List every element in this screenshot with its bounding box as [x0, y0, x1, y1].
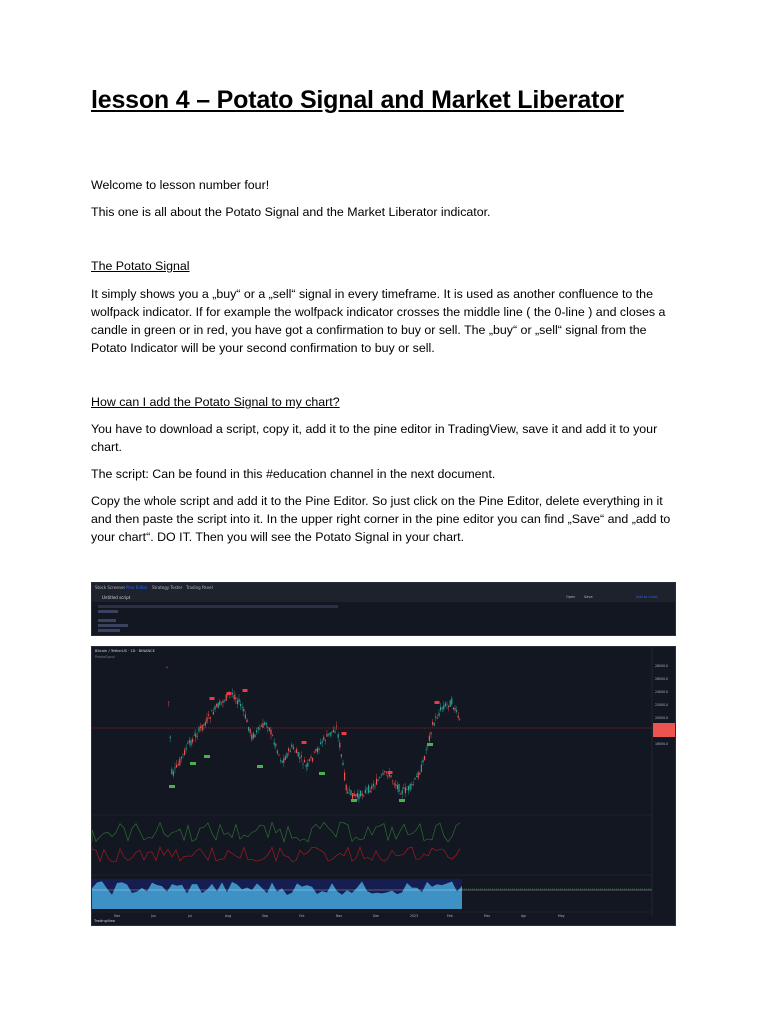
buy-signal-marker [399, 799, 405, 802]
candle-body [421, 765, 422, 772]
candle-body [206, 717, 207, 722]
candle-body [203, 724, 204, 725]
candle-body [259, 729, 260, 730]
candle-body [173, 771, 174, 775]
candle-body [456, 710, 457, 712]
candle-body [342, 763, 343, 765]
candle-body [325, 740, 326, 741]
candle-body [250, 729, 251, 733]
candle-body [251, 735, 252, 740]
tab-pine-editor[interactable]: Pine Editor [126, 585, 148, 590]
price-tick-label: 16000.0 [655, 742, 669, 746]
candle-body [384, 771, 385, 772]
candle-body [197, 736, 198, 737]
candle-body [339, 743, 340, 748]
buy-signal-marker [427, 743, 433, 746]
candle-body [378, 780, 379, 781]
chart-canvas [92, 647, 676, 926]
candle-body [290, 751, 291, 753]
candle-body [288, 749, 289, 751]
sell-signal-marker [227, 692, 232, 695]
candle-body [450, 700, 451, 706]
time-tick-label: Nov [336, 914, 343, 918]
candle-body [254, 735, 255, 738]
candle-body [282, 761, 283, 763]
tab-stock-screener[interactable]: Stock Screener [95, 585, 126, 590]
candle-body [222, 701, 223, 703]
candle-body [434, 723, 435, 725]
candle-body [304, 760, 305, 762]
candle-body [376, 779, 377, 785]
candle-body [242, 707, 243, 708]
candle-body [317, 748, 318, 752]
buy-signal-marker [319, 772, 325, 775]
candle-body [168, 702, 169, 703]
candle-body [309, 759, 310, 761]
candle-body [307, 763, 308, 767]
candle-body [358, 794, 359, 799]
candle-body [166, 667, 167, 668]
buy-signal-marker [351, 799, 357, 802]
sell-signal-marker [342, 732, 347, 735]
candle-body [202, 725, 203, 731]
candle-body [178, 764, 179, 765]
oscillator-line-red [92, 847, 460, 862]
candle-body [422, 760, 423, 762]
candle-body [226, 694, 227, 700]
candle-body [234, 695, 235, 699]
candle-body [437, 718, 438, 719]
candle-body [390, 775, 391, 777]
chart-indicator-label: PotatoSignal [95, 655, 115, 659]
candle-body [283, 758, 284, 762]
candle-body [216, 704, 217, 706]
time-tick-label: Feb [447, 914, 453, 918]
chart-symbol-header: Bitcoin / TetherUS · 1D · BINANCE [95, 649, 155, 653]
candle-body [184, 750, 185, 755]
how-heading: How can I add the Potato Signal to my chart? [91, 395, 340, 409]
candle-body [261, 725, 262, 726]
candle-body [336, 726, 337, 727]
candle-body [394, 783, 395, 784]
candle-body [432, 722, 433, 725]
lesson-title: lesson 4 – Potato Signal and Market Liberator [91, 86, 624, 114]
candle-body [248, 727, 249, 731]
candle-body [285, 756, 286, 759]
tradingview-chart-screenshot [91, 646, 676, 926]
candle-body [214, 706, 215, 710]
time-tick-label: Mar [114, 914, 121, 918]
code-line [98, 605, 338, 608]
candle-body [174, 767, 175, 768]
candle-body [440, 707, 441, 710]
candle-body [408, 786, 409, 791]
candle-body [435, 717, 436, 718]
candle-body [318, 748, 319, 750]
candle-body [293, 747, 294, 749]
candle-body [315, 749, 316, 751]
intro-about: This one is all about the Potato Signal and the Market Liberator indicator. [91, 205, 491, 219]
sell-signal-marker [435, 701, 440, 704]
candle-body [338, 734, 339, 738]
time-tick-label: Apr [521, 914, 527, 918]
candle-body [344, 772, 345, 780]
candle-body [445, 703, 446, 706]
candle-body [429, 736, 430, 741]
candle-body [256, 730, 257, 732]
time-tick-label: Jun [151, 914, 156, 918]
candle-body [306, 765, 307, 767]
candle-body [381, 775, 382, 776]
price-tick-label: 28000.0 [655, 664, 669, 668]
candle-body [267, 727, 268, 728]
candle-body [443, 705, 444, 709]
candle-body [349, 789, 350, 790]
buy-signal-marker [190, 762, 196, 765]
candle-body [459, 719, 460, 720]
candle-body [330, 732, 331, 735]
potato-heading: The Potato Signal [91, 259, 190, 273]
price-tick-label: 24000.0 [655, 690, 669, 694]
candle-body [237, 700, 238, 704]
candle-body [253, 733, 254, 738]
candle-body [411, 784, 412, 786]
candle-body [286, 753, 287, 757]
price-tick-label: 26000.0 [655, 677, 669, 681]
buy-signal-marker [257, 765, 263, 768]
candle-body [395, 784, 396, 785]
candle-body [418, 772, 419, 778]
candle-body [205, 722, 206, 725]
candle-body [310, 757, 311, 759]
candle-body [221, 702, 222, 703]
candle-body [328, 734, 329, 735]
candle-body [274, 742, 275, 744]
candle-body [208, 714, 209, 715]
candle-body [170, 737, 171, 738]
candle-body [280, 760, 281, 761]
time-tick-label: Oct [299, 914, 305, 918]
potato-body: It simply shows you a „buy“ or a „sell“ signal in every timeframe. It is used as another confluence to the wolfpack indicator. If for example the wolfpack indicator crosses the middle line ( the 0-line ) and closes a candle in green or in red, you have got a confirmation to buy or sell. The „buy“ or „sell“ signal from the Potato Indicator will be your second confirmation to buy or sell. [91, 287, 666, 355]
tab-strategy-tester[interactable]: Strategy Tester [152, 585, 183, 590]
price-tick-label: 22000.0 [655, 703, 669, 707]
candle-body [246, 720, 247, 723]
candle-body [333, 730, 334, 732]
candle-body [277, 751, 278, 754]
open-button[interactable]: Open [566, 595, 576, 599]
candle-body [312, 758, 313, 761]
candle-body [397, 785, 398, 789]
candle-body [352, 793, 353, 799]
candle-body [453, 708, 454, 710]
sell-signal-marker [210, 697, 215, 700]
how-p1: You have to download a script, copy it, add it to the pine editor in TradingView, save it and add it to your chart. [91, 422, 658, 454]
candle-body [258, 727, 259, 729]
candle-body [314, 752, 315, 753]
candle-body [323, 737, 324, 740]
candle-body [446, 704, 447, 705]
candle-body [194, 735, 195, 736]
sell-signal-marker [243, 689, 248, 692]
candle-body [438, 713, 439, 716]
candle-body [238, 699, 239, 702]
candle-body [334, 731, 335, 732]
candle-body [402, 790, 403, 794]
candle-body [294, 752, 295, 753]
time-tick-label: Dec [373, 914, 380, 918]
candle-body [414, 778, 415, 779]
candle-body [211, 710, 212, 711]
candle-body [454, 708, 455, 711]
candle-body [363, 796, 364, 797]
candle-body [370, 791, 371, 792]
candle-body [176, 765, 177, 768]
candle-body [198, 727, 199, 731]
candle-body [192, 739, 193, 742]
candle-body [189, 740, 190, 743]
candle-body [360, 791, 361, 797]
buy-signal-marker [204, 755, 210, 758]
intro-welcome: Welcome to lesson number four! [91, 178, 270, 192]
candle-body [266, 723, 267, 725]
time-tick-label: Sep [262, 914, 269, 918]
candle-body [362, 794, 363, 796]
candle-body [219, 701, 220, 705]
candle-body [179, 759, 180, 766]
candle-body [341, 754, 342, 756]
time-tick-label: Jul [188, 914, 192, 918]
candle-body [386, 771, 387, 772]
candle-body [190, 740, 191, 745]
candle-body [371, 786, 372, 789]
add-to-chart-button[interactable]: Add to chart [636, 595, 658, 599]
code-line [98, 624, 128, 627]
candle-body [200, 727, 201, 728]
pine-editor-screenshot [91, 582, 676, 636]
time-tick-label: May [558, 914, 565, 918]
buy-signal-marker [169, 785, 175, 788]
candle-body [374, 786, 375, 787]
candle-body [262, 723, 263, 728]
candle-body [182, 754, 183, 755]
script-name[interactable]: Untitled script [102, 595, 131, 600]
sell-signal-marker [388, 771, 393, 774]
candle-body [272, 735, 273, 736]
candle-body [346, 785, 347, 791]
how-p3: Copy the whole script and add it to the Pine Editor. So just click on the Pine Editor, delete everything in it and then paste the script into it. In the upper right corner in the pine editor you can find „Save“ and „add to your chart“. DO IT. Then you will see the Potato Signal in your chart. [91, 494, 671, 544]
candle-body [458, 715, 459, 717]
candle-body [270, 730, 271, 735]
candle-body [275, 744, 276, 746]
candle-body [373, 784, 374, 786]
candle-body [354, 793, 355, 796]
candle-body [387, 776, 388, 777]
candle-body [366, 788, 367, 789]
candle-body [355, 794, 356, 796]
candle-body [357, 793, 358, 797]
candle-body [448, 706, 449, 708]
candle-body [331, 732, 332, 733]
candle-body [451, 698, 452, 704]
oscillator-line-green [92, 822, 460, 842]
candle-body [398, 784, 399, 792]
candle-body [210, 717, 211, 719]
candle-body [224, 701, 225, 702]
candle-body [269, 728, 270, 731]
code-line [98, 619, 116, 622]
candle-body [291, 745, 292, 747]
current-price-tag [653, 723, 676, 737]
candle-body [322, 741, 323, 742]
candle-body [410, 784, 411, 789]
candle-body [400, 794, 401, 795]
price-tick-label: 20000.0 [655, 716, 669, 720]
candle-body [365, 790, 366, 793]
code-line [98, 610, 118, 613]
candle-body [245, 714, 246, 718]
candle-body [379, 777, 380, 778]
tradingview-logo: TradingView [94, 919, 116, 923]
candle-body [240, 704, 241, 706]
candle-body [232, 693, 233, 694]
candle-body [413, 784, 414, 785]
candle-body [264, 723, 265, 725]
candle-body [218, 703, 219, 708]
save-button[interactable]: Save [584, 595, 593, 599]
how-p2: The script: Can be found in this #education channel in the next document. [91, 467, 496, 481]
candle-body [187, 743, 188, 744]
candle-body [195, 733, 196, 737]
time-tick-label: Aug [225, 914, 232, 918]
candle-body [301, 756, 302, 757]
candle-body [419, 773, 420, 775]
candle-body [382, 773, 383, 775]
candle-body [278, 754, 279, 755]
candle-body [350, 790, 351, 795]
candle-body [171, 769, 172, 774]
candle-body [416, 776, 417, 777]
candle-body [442, 707, 443, 708]
candle-body [186, 748, 187, 750]
candle-body [368, 785, 369, 793]
candle-body [424, 756, 425, 760]
candle-body [296, 749, 297, 753]
candle-body [406, 789, 407, 790]
time-tick-label: 2023 [410, 914, 419, 918]
candle-body [403, 788, 404, 789]
candle-body [347, 792, 348, 794]
tab-trading-panel[interactable]: Trading Panel [186, 585, 213, 590]
time-tick-label: Mar [484, 914, 491, 918]
candle-body [430, 732, 431, 734]
candle-body [405, 787, 406, 793]
candle-body [298, 752, 299, 756]
candle-body [326, 734, 327, 737]
candle-body [320, 742, 321, 744]
sell-signal-marker [302, 741, 307, 744]
candle-body [213, 712, 214, 714]
candle-body [181, 757, 182, 759]
code-line [98, 629, 120, 632]
candle-body [235, 698, 236, 700]
candle-body [243, 709, 244, 712]
candle-body [392, 781, 393, 782]
candle-body [426, 750, 427, 751]
candle-body [302, 764, 303, 765]
candle-body [299, 757, 300, 759]
